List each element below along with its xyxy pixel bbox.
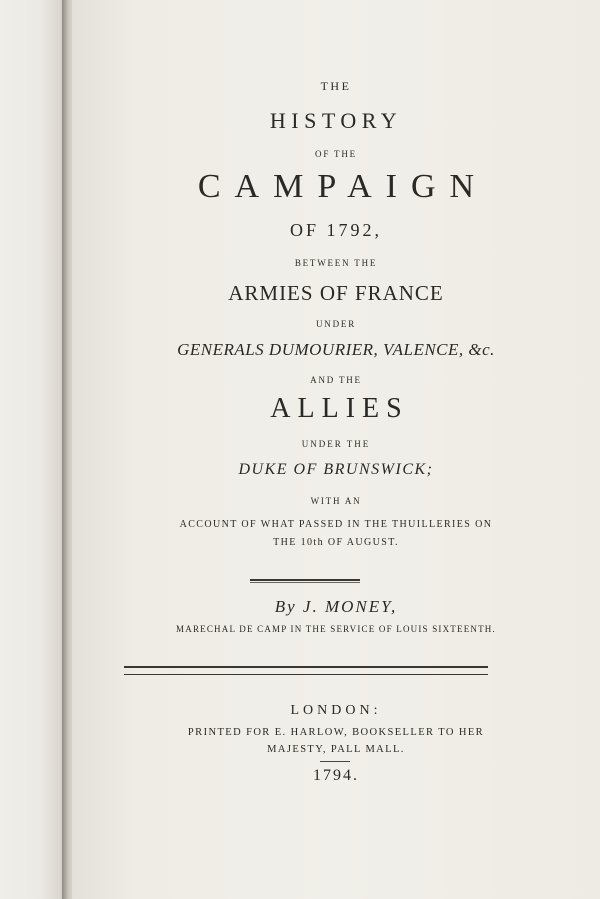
author-title: MARECHAL DE CAMP IN THE SERVICE OF LOUIS SIXTEENTH. — [176, 624, 496, 634]
title-page — [72, 0, 600, 899]
short-divider-rule — [250, 579, 360, 581]
title-the: THE — [320, 79, 352, 93]
facing-blank-page — [0, 0, 66, 899]
title-of-year: OF 1792, — [289, 220, 382, 240]
imprint-year: 1794. — [313, 767, 359, 784]
author-name: By J. MONEY, — [274, 597, 398, 616]
title-with-an: WITH AN — [310, 496, 362, 506]
title-history: HISTORY — [269, 108, 403, 133]
imprint-printer-line-2: MAJESTY, PALL MALL. — [267, 744, 405, 755]
imprint-city: LONDON: — [290, 703, 382, 718]
year-rule — [320, 761, 350, 762]
title-armies-of-france: ARMIES OF FRANCE — [228, 281, 444, 305]
title-allies: ALLIES — [270, 393, 409, 424]
title-of-the: OF THE — [315, 149, 357, 159]
double-divider-rule — [124, 666, 488, 675]
imprint-printer-line-1: PRINTED FOR E. HARLOW, BOOKSELLER TO HER — [187, 727, 485, 738]
title-and-the: AND THE — [310, 375, 362, 385]
title-account-line-1: ACCOUNT OF WHAT PASSED IN THE THUILLERIES ON — [179, 519, 493, 530]
title-generals: GENERALS DUMOURIER, VALENCE, &c. — [177, 340, 495, 359]
title-under: UNDER — [316, 319, 356, 329]
title-campaign: CAMPAIGN — [197, 168, 489, 205]
title-duke-of-brunswick: DUKE OF BRUNSWICK; — [238, 461, 434, 478]
title-between-the: BETWEEN THE — [294, 258, 378, 268]
title-account-line-2: THE 10th OF AUGUST. — [273, 537, 399, 548]
title-under-the: UNDER THE — [301, 439, 371, 449]
